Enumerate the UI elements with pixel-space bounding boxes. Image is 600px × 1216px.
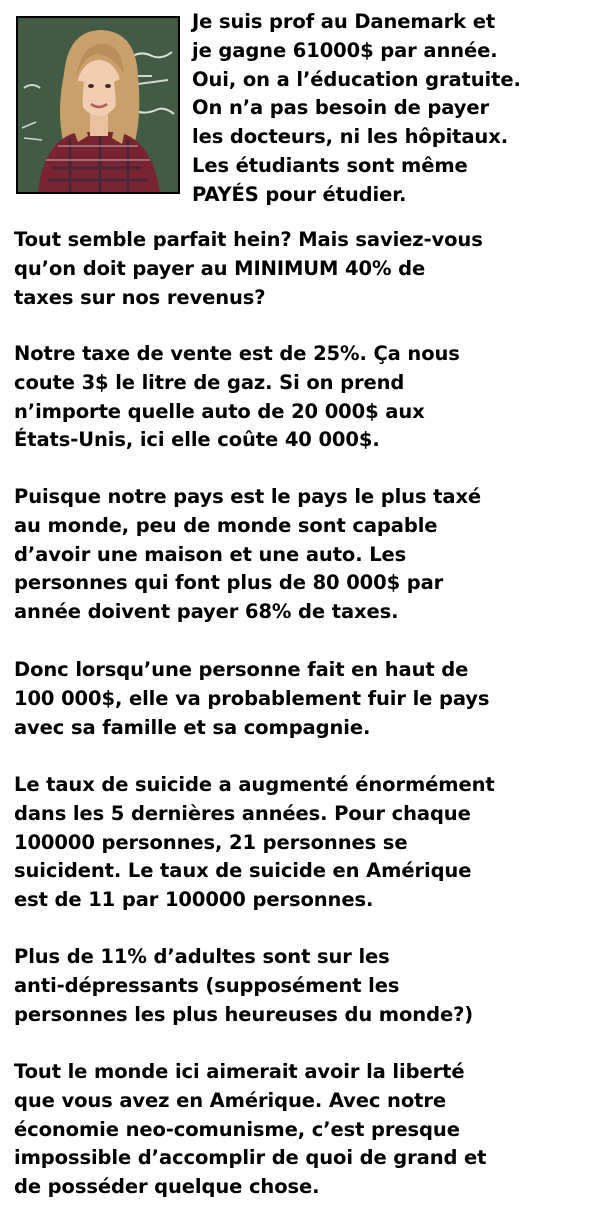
teacher-photo — [16, 16, 180, 194]
teacher-illustration — [18, 18, 178, 192]
intro-text: Je suis prof au Danemark et je gagne 61000$ par année. Oui, on a l’éducation gratuite. On n’a pas besoin de payer les docteurs, ni les hôpitaux. Les étudiants sont même PAYÉS pour étudier. — [192, 10, 521, 206]
paragraph-most-taxed: Puisque notre pays est le pays le plus taxé au monde, peu de monde sont capable d’avoir une maison et une auto. Les personnes qui font plus de 80 000$ par année doivent payer 68% de taxes. — [14, 485, 482, 624]
paragraph-freedom: Tout le monde ici aimerait avoir la liberté que vous avez en Amérique. Avec notre économie neo-comunisme, c’est presque impossible d’accomplir de quoi de grand et de posséder quelque chose. — [14, 1060, 487, 1199]
paragraph-antidepressants: Plus de 11% d’adultes sont sur les anti-dépressants (supposément les personnes les plus heureuses du monde?) — [14, 945, 474, 1026]
paragraph-taxes: Tout semble parfait hein? Mais saviez-vous qu’on doit payer au MINIMUM 40% de taxes sur nos revenus? — [14, 228, 483, 309]
paragraph-suicide: Le taux de suicide a augmenté énormément dans les 5 dernières années. Pour chaque 100000 personnes, 21 personnes se suicident. Le taux de suicide en Amérique est de 11 par 100000 personnes. — [14, 773, 495, 912]
paragraph-flee: Donc lorsqu’une personne fait en haut de 100 000$, elle va probablement fuir le pays avec sa famille et sa compagnie. — [14, 658, 490, 739]
paragraph-sales-tax: Notre taxe de vente est de 25%. Ça nous coute 3$ le litre de gaz. Si on prend n’importe quelle auto de 20 000$ aux États-Unis, ici elle coûte 40 000$. — [14, 342, 460, 452]
